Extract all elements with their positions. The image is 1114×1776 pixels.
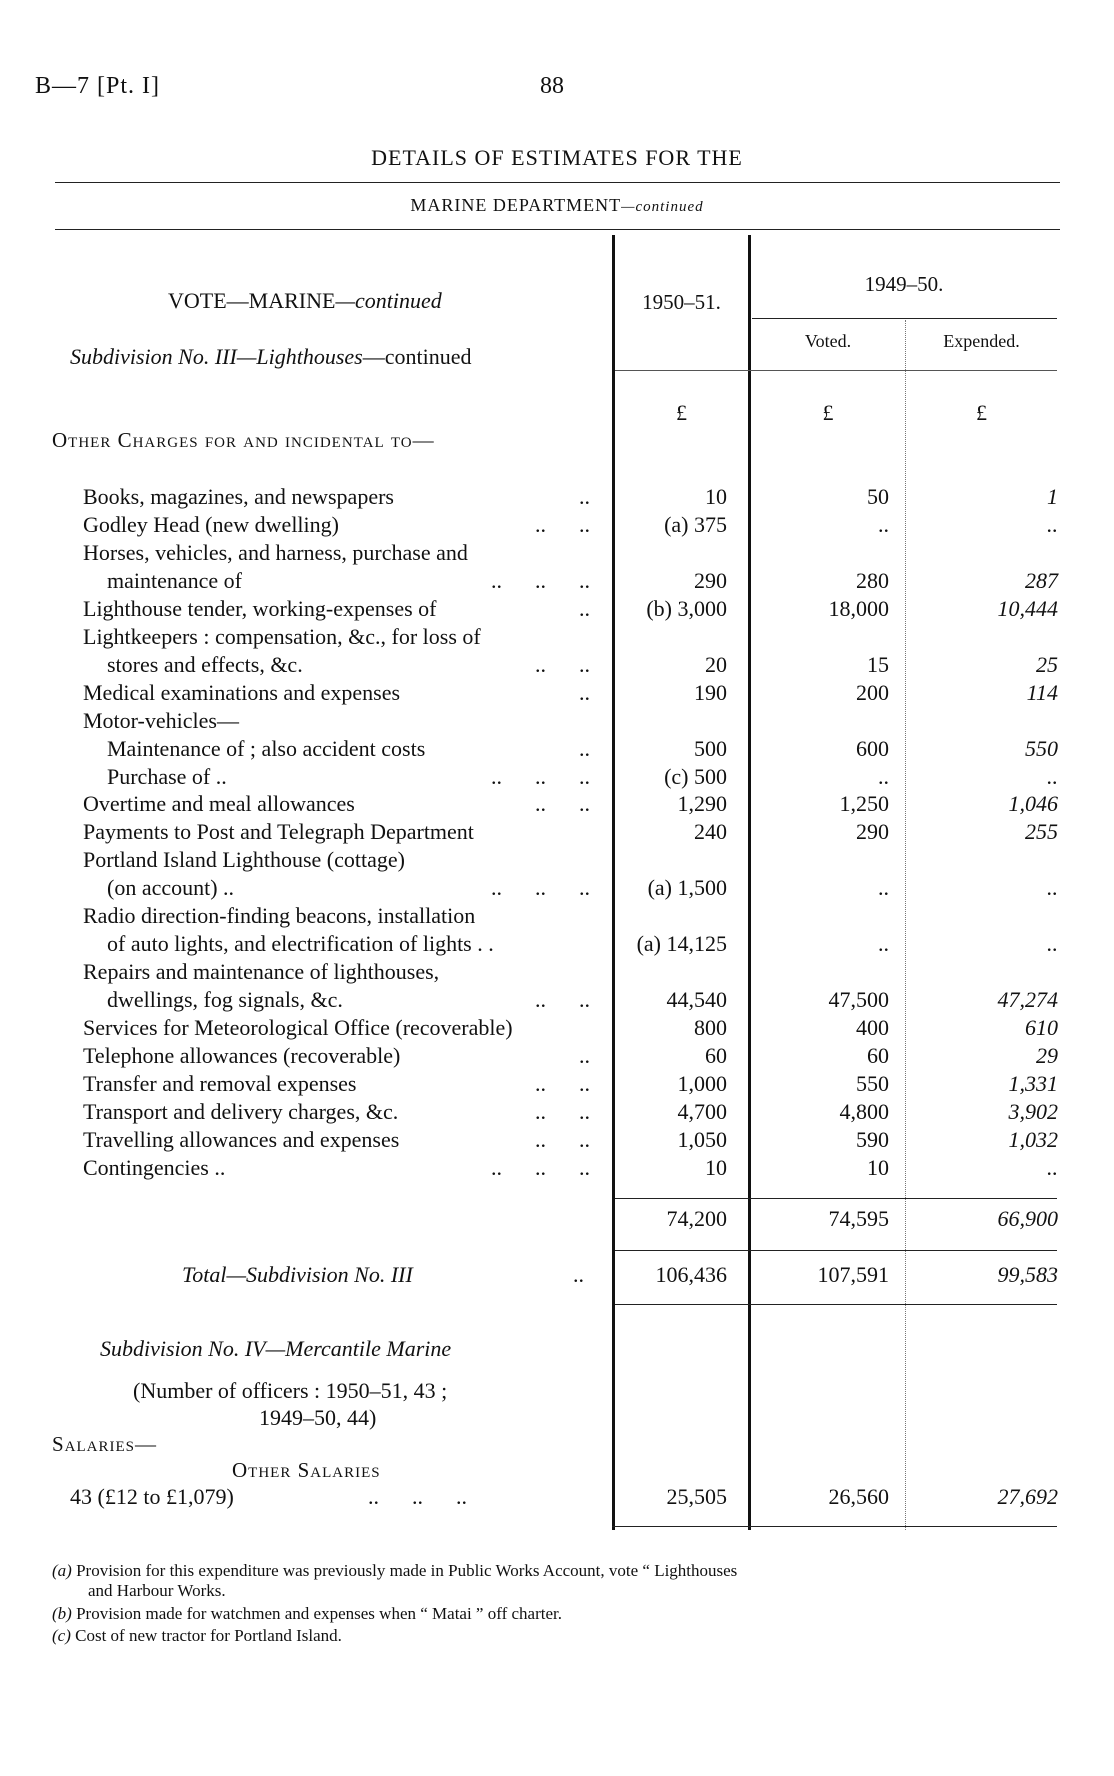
row-value-c2: ..: [878, 763, 889, 789]
page-subtitle: [0, 195, 1114, 216]
expended-heading: Expended.: [943, 331, 1020, 351]
row-value-c3: ..: [1047, 763, 1058, 789]
row-value-c3: 287: [1025, 567, 1058, 593]
row-leader-dots: .. ..: [535, 511, 590, 537]
row-value-c3: ..: [1047, 511, 1058, 537]
row-leader-dots: .. .. ..: [491, 875, 590, 901]
row-value-c3: 25: [1036, 651, 1058, 677]
footnote-a-mark: (a): [52, 1561, 72, 1580]
table-row: [0, 735, 1114, 763]
row-leader-dots: .. ..: [535, 1070, 590, 1096]
row-label: Telephone allowances (recoverable): [83, 1043, 401, 1068]
page-number: 88: [540, 73, 564, 99]
row-value-c1: (a) 375: [664, 511, 727, 537]
table-row: [0, 651, 1114, 679]
table-row: [0, 707, 1114, 735]
table-row: [0, 679, 1114, 707]
row-value-c3: ..: [1047, 931, 1058, 957]
footnote-c-text: Cost of new tractor for Portland Island.: [75, 1626, 342, 1645]
row-value-c1: 190: [694, 679, 727, 705]
table-row: [0, 846, 1114, 874]
row-value-c1: 500: [694, 735, 727, 761]
voted-heading: Voted.: [804, 331, 852, 351]
subtotal-col3: 66,900: [997, 1206, 1058, 1231]
row-label: dwellings, fog signals, &c.: [107, 987, 343, 1013]
table-row: [0, 1070, 1114, 1098]
row-value-c2: ..: [878, 511, 889, 537]
row-label: Contingencies ..: [83, 1154, 226, 1180]
row-leader-dots: .. ..: [535, 651, 590, 677]
row-value-c2: 590: [856, 1126, 889, 1152]
row-value-c3: ..: [1047, 875, 1058, 901]
row-label: Maintenance of ; also accident costs: [107, 735, 426, 761]
row-value-c1: 44,540: [666, 987, 727, 1013]
footnote-b-mark: (b): [52, 1604, 72, 1623]
table-row: [0, 930, 1114, 958]
row-value-c1: 800: [694, 1015, 727, 1041]
row-value-c3: 1,331: [1008, 1070, 1058, 1096]
subtotal-col2: 74,595: [828, 1206, 889, 1231]
row-value-c1: (c) 500: [664, 763, 727, 789]
row-label: Books, magazines, and newspapers: [83, 484, 394, 509]
table-row: [0, 539, 1114, 567]
table-row: [0, 902, 1114, 930]
table-row: [0, 986, 1114, 1014]
other-salaries-heading: Other Salaries: [232, 1458, 381, 1482]
row-value-c1: 20: [705, 651, 727, 677]
table-row: [0, 790, 1114, 818]
total-col2: 107,591: [817, 1262, 889, 1287]
salaries-row-dots: .. .. ..: [368, 1484, 467, 1509]
salaries-row-label: 43 (£12 to £1,079): [70, 1484, 234, 1509]
row-value-c3: 10,444: [997, 595, 1058, 621]
row-value-c1: (a) 14,125: [636, 931, 727, 957]
subtotal-col1: 74,200: [666, 1206, 727, 1231]
row-value-c2: 280: [856, 567, 889, 593]
row-label: Horses, vehicles, and harness, purchase and: [83, 539, 468, 565]
row-label: Travelling allowances and expenses: [83, 1126, 400, 1152]
row-value-c3: 47,274: [997, 987, 1058, 1013]
table-row: [0, 483, 1114, 511]
total-dots: ..: [573, 1262, 584, 1287]
subdivision-heading: [70, 344, 472, 370]
year-current-heading: 1950–51.: [642, 290, 721, 314]
title-rule: [55, 182, 1060, 183]
row-value-c2: 600: [856, 735, 889, 761]
row-value-c2: ..: [878, 931, 889, 957]
row-value-c2: 550: [856, 1070, 889, 1096]
vote-title-continued: —continued: [335, 288, 442, 313]
row-leader-dots: .. .. ..: [491, 567, 590, 593]
row-label: Portland Island Lighthouse (cottage): [83, 847, 405, 873]
row-value-c2: 4,800: [839, 1098, 889, 1124]
salaries-col1: 25,505: [666, 1484, 727, 1509]
row-value-c1: 290: [694, 567, 727, 593]
footnote-c-mark: (c): [52, 1626, 71, 1645]
table-row: [0, 763, 1114, 791]
salaries-col3: 27,692: [997, 1484, 1058, 1509]
row-leader-dots: .. .. ..: [491, 1154, 590, 1180]
table-row: [0, 1098, 1114, 1126]
row-leader-dots: .. .. ..: [491, 763, 590, 789]
row-value-c1: 10: [705, 484, 727, 509]
header-rule: [615, 370, 1057, 371]
salaries-heading: Salaries—: [52, 1432, 158, 1456]
vote-title: [168, 288, 442, 314]
total-rule: [615, 1304, 1057, 1305]
subdivision-heading-continued: —continued: [362, 344, 472, 369]
total-col3: 99,583: [997, 1262, 1058, 1287]
row-label: Lightkeepers : compensation, &c., for loss of: [83, 623, 481, 649]
subdivision4-officers-2: 1949–50, 44): [259, 1405, 377, 1430]
total-col1: 106,436: [655, 1262, 727, 1287]
salaries-col2: 26,560: [828, 1484, 889, 1509]
row-value-c3: 29: [1036, 1043, 1058, 1068]
row-value-c1: 1,290: [677, 791, 727, 817]
row-value-c2: 400: [856, 1015, 889, 1041]
row-leader-dots: ..: [579, 1043, 590, 1068]
footnote-c: [52, 1625, 342, 1646]
subtitle-continued: —continued: [621, 199, 704, 215]
row-label: of auto lights, and electrification of lights . .: [107, 931, 494, 957]
row-leader-dots: .. ..: [535, 1126, 590, 1152]
row-leader-dots: .. ..: [535, 1098, 590, 1124]
row-value-c2: 200: [856, 679, 889, 705]
table-row: [0, 1154, 1114, 1182]
row-value-c2: 47,500: [828, 987, 889, 1013]
page-ref: B—7 [Pt. I]: [35, 73, 160, 99]
subtotal-rule-bottom: [615, 1250, 1057, 1251]
row-value-c3: 1,046: [1008, 791, 1058, 817]
row-value-c3: 1: [1047, 484, 1058, 509]
section-heading: Other Charges for and incidental to—: [52, 428, 435, 452]
row-value-c2: 60: [867, 1043, 889, 1068]
row-value-c2: ..: [878, 875, 889, 901]
row-leader-dots: ..: [579, 484, 590, 509]
row-value-c1: 4,700: [677, 1098, 727, 1124]
row-value-c2: 10: [867, 1154, 889, 1180]
subtitle-rule: [55, 229, 1060, 230]
row-label: Purchase of ..: [107, 763, 227, 789]
table-row: [0, 1126, 1114, 1154]
subtitle-main: MARINE DEPARTMENT: [410, 195, 622, 215]
table-row: [0, 567, 1114, 595]
row-label: maintenance of: [107, 567, 242, 593]
row-label: Lighthouse tender, working-expenses of: [83, 595, 437, 621]
row-value-c3: 255: [1025, 819, 1058, 845]
table-row: [0, 818, 1114, 846]
row-leader-dots: .. ..: [535, 987, 590, 1013]
row-value-c2: 50: [867, 484, 889, 509]
table-row: [0, 1014, 1114, 1042]
row-label: (on account) ..: [107, 875, 235, 901]
year-rule: [752, 318, 1057, 319]
row-value-c1: 10: [705, 1154, 727, 1180]
currency-col3: £: [976, 400, 987, 425]
row-value-c1: (a) 1,500: [647, 875, 727, 901]
total-label: Total—Subdivision No. III: [182, 1262, 413, 1287]
row-leader-dots: ..: [579, 595, 590, 621]
year-previous-heading: 1949–50.: [864, 272, 944, 296]
row-label: Medical examinations and expenses: [83, 679, 401, 705]
currency-col1: £: [676, 400, 687, 425]
row-value-c1: 240: [694, 819, 727, 845]
row-value-c3: 3,902: [1008, 1098, 1058, 1124]
row-leader-dots: .. ..: [535, 791, 590, 817]
row-value-c1: (b) 3,000: [646, 595, 727, 621]
table-bottom-rule: [612, 1526, 1057, 1527]
row-value-c3: 550: [1025, 735, 1058, 761]
footnote-b: [52, 1603, 562, 1624]
table-row: [0, 623, 1114, 651]
row-label: Payments to Post and Telegraph Department: [83, 819, 474, 845]
subdivision4-officers-1: (Number of officers : 1950–51, 43 ;: [133, 1378, 448, 1403]
subtotal-rule-top: [615, 1198, 1057, 1199]
row-leader-dots: ..: [579, 735, 590, 761]
row-label: Repairs and maintenance of lighthouses,: [83, 959, 440, 985]
row-value-c1: 1,050: [677, 1126, 727, 1152]
row-label: Overtime and meal allowances: [83, 791, 355, 817]
row-value-c2: 15: [867, 651, 889, 677]
footnote-a-text: Provision for this expenditure was previously made in Public Works Account, vote “ Lighthouses: [76, 1561, 738, 1580]
subdivision-heading-main: Subdivision No. III—Lighthouses: [70, 344, 363, 369]
table-row: [0, 511, 1114, 539]
row-label: Transfer and removal expenses: [83, 1070, 357, 1096]
row-label: Transport and delivery charges, &c.: [83, 1098, 399, 1124]
table-row: [0, 874, 1114, 902]
table-row: [0, 958, 1114, 986]
row-label: stores and effects, &c.: [107, 651, 303, 677]
row-label: Godley Head (new dwelling): [83, 511, 339, 537]
row-value-c1: 1,000: [677, 1070, 727, 1096]
row-value-c3: 114: [1026, 679, 1058, 705]
footnote-a-cont: and Harbour Works.: [88, 1581, 226, 1600]
row-value-c3: 1,032: [1008, 1126, 1058, 1152]
subdivision4-title: Subdivision No. IV—Mercantile Marine: [100, 1336, 452, 1361]
vote-title-main: VOTE—MARINE: [168, 288, 336, 313]
row-label: Radio direction-finding beacons, installation: [83, 903, 476, 929]
row-value-c2: 290: [856, 819, 889, 845]
currency-col2: £: [822, 400, 834, 425]
page-title: DETAILS OF ESTIMATES FOR THE: [371, 145, 743, 170]
table-row: [0, 595, 1114, 623]
row-leader-dots: ..: [579, 679, 590, 705]
row-value-c3: 610: [1025, 1015, 1058, 1041]
footnote-b-text: Provision made for watchmen and expenses when “ Matai ” off charter.: [76, 1604, 562, 1623]
table-row: [0, 1042, 1114, 1070]
footnote-a: [52, 1560, 737, 1581]
row-value-c2: 1,250: [839, 791, 889, 817]
row-label: Motor-vehicles—: [83, 707, 239, 733]
row-value-c2: 18,000: [828, 595, 889, 621]
row-label: Services for Meteorological Office (recoverable): [83, 1015, 513, 1041]
row-value-c1: 60: [705, 1043, 727, 1068]
row-value-c3: ..: [1047, 1154, 1058, 1180]
